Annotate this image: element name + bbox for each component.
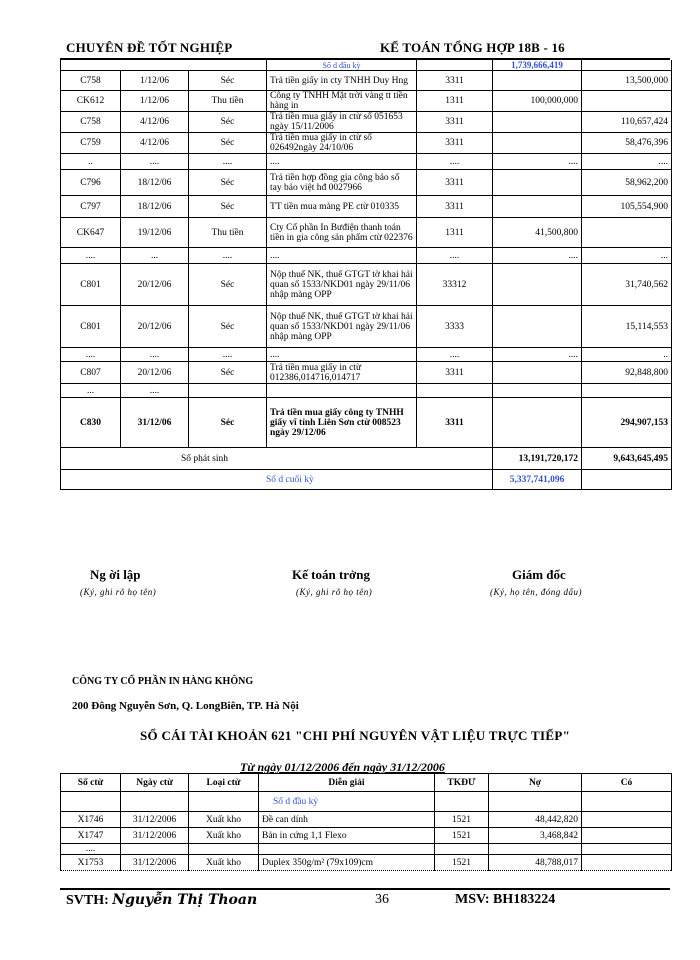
cell-credit: .. <box>582 348 672 362</box>
footer-student <box>66 892 257 909</box>
cell-counter-account: 3311 <box>417 398 493 448</box>
signature-preparer: Ng ời lập <box>90 567 141 582</box>
cell-credit <box>582 844 672 855</box>
cell-debit: 48,442,820 <box>489 812 582 828</box>
footer-student-id: MSV: BH183224 <box>455 892 556 907</box>
closing-debit: 5,337,741,096 <box>493 470 582 490</box>
cell-doc-no: CK647 <box>61 218 121 248</box>
total-label: Số phát sinh <box>61 448 493 470</box>
cell-credit <box>582 91 672 112</box>
cell-counter-account: 3311 <box>417 196 493 218</box>
cell-credit <box>582 384 672 398</box>
signature-chief-accountant-note: (Ký, ghi rõ họ tên) <box>296 587 373 597</box>
cell-counter-account: .... <box>417 248 493 264</box>
ellipsis-row <box>61 248 672 264</box>
cell-counter-account: 1521 <box>435 855 489 871</box>
cell-credit: 15,114,553 <box>582 306 672 348</box>
cell-doc-type: Séc <box>189 112 267 133</box>
cell-doc-date: .... <box>121 348 189 362</box>
cell-doc-no: C801 <box>61 264 121 306</box>
cell-description: TT tiền mua màng PE ctừ 010335 <box>267 196 417 218</box>
cell-debit: 3,468,842 <box>489 828 582 844</box>
cell-doc-type: Xuất kho <box>189 812 259 828</box>
cell-description: Công ty TNHH Mặt trời vàng tt tiền hàng in <box>267 91 417 112</box>
cell-doc-type: Séc <box>189 306 267 348</box>
cell-counter-account <box>417 384 493 398</box>
opening-label: Số d đầu kỳ <box>267 60 417 71</box>
cell-doc-date: .... <box>121 384 189 398</box>
cell-description <box>259 844 435 855</box>
ledger2-row <box>61 855 672 871</box>
cell-doc-no: C830 <box>61 398 121 448</box>
signature-preparer-note: (Ký, ghi rõ họ tên) <box>80 587 157 597</box>
ledger-table-cash <box>60 60 672 490</box>
cell-credit: 13,500,000 <box>582 71 672 91</box>
cell-debit <box>493 71 582 91</box>
opening-balance-row <box>61 60 672 71</box>
cell-counter-account: 3311 <box>417 71 493 91</box>
ledger2-header-row <box>61 774 672 792</box>
cell-credit: 92,848,800 <box>582 362 672 384</box>
signature-director: Giám đốc <box>512 567 566 582</box>
cell-doc-no: C797 <box>61 196 121 218</box>
ledger-row <box>61 264 672 306</box>
footer-page-number: 36 <box>375 892 389 907</box>
cell-counter-account: 3311 <box>417 362 493 384</box>
ledger-title: SỔ CÁI TÀI KHOẢN 621 "CHI PHÍ NGUYÊN VẬT LIỆU TRỰC TIẾP" <box>140 728 571 743</box>
cell-doc-date: 20/12/06 <box>121 264 189 306</box>
cell-credit: 31,740,562 <box>582 264 672 306</box>
signature-chief-accountant: Kế toán trởng <box>292 567 370 582</box>
cell-counter-account: .... <box>417 154 493 170</box>
cell-doc-no: X1746 <box>61 812 121 828</box>
ellipsis-row <box>61 844 672 855</box>
cell-doc-date: ... <box>121 248 189 264</box>
closing-balance-row <box>61 470 672 490</box>
ellipsis-row <box>61 384 672 398</box>
cell-doc-no: C758 <box>61 71 121 91</box>
ledger-row <box>61 133 672 154</box>
cell-credit: .... <box>582 154 672 170</box>
cell-doc-date: 4/12/06 <box>121 112 189 133</box>
ledger-date-range: Từ ngày 01/12/2006 đến ngày 31/12/2006 <box>240 760 445 774</box>
ledger-row <box>61 362 672 384</box>
cell-doc-date <box>121 844 189 855</box>
cell-description: .... <box>267 348 417 362</box>
cell-doc-date: .... <box>121 154 189 170</box>
col-counter-account: TKĐƯ <box>435 774 489 792</box>
ledger-row <box>61 196 672 218</box>
cell-doc-no: C758 <box>61 112 121 133</box>
cell-doc-type: Thu tiền <box>189 91 267 112</box>
cell-doc-type: Séc <box>189 264 267 306</box>
cell-counter-account: 3311 <box>417 133 493 154</box>
cell-counter-account: 1311 <box>417 91 493 112</box>
cell-doc-type <box>189 844 259 855</box>
cell-debit: .... <box>493 248 582 264</box>
cell-description: Trả tiền hợp đồng gia công bảo số tay bảo việt hđ 0027966 <box>267 170 417 196</box>
cell-credit <box>582 812 672 828</box>
cell-debit: .... <box>493 348 582 362</box>
cell-description: Trả tiền mua giấy in ctừ số 026492ngày 24/10/06 <box>267 133 417 154</box>
cell-credit <box>582 855 672 871</box>
cell-counter-account: 3333 <box>417 306 493 348</box>
closing-credit <box>582 470 672 490</box>
ellipsis-row <box>61 348 672 362</box>
cell-credit <box>582 828 672 844</box>
ledger-row <box>61 398 672 448</box>
col-description: Diễn giải <box>259 774 435 792</box>
cell-doc-type: Séc <box>189 398 267 448</box>
cell-credit: 58,476,396 <box>582 133 672 154</box>
cell-counter-account: 3311 <box>417 170 493 196</box>
cell-doc-date: 31/12/2006 <box>121 828 189 844</box>
footer-student-name: Nguyễn Thị Thoan <box>112 892 258 908</box>
cell-description: .... <box>267 248 417 264</box>
cell-doc-type: Séc <box>189 362 267 384</box>
cell-doc-no: .... <box>61 248 121 264</box>
cell-debit <box>493 306 582 348</box>
cell-doc-date: 1/12/06 <box>121 71 189 91</box>
ledger-row <box>61 218 672 248</box>
cell-doc-no: X1753 <box>61 855 121 871</box>
cell-doc-date: 18/12/06 <box>121 170 189 196</box>
total-debit: 13,191,720,172 <box>493 448 582 470</box>
cell-description: .... <box>267 154 417 170</box>
cell-doc-no: .. <box>61 154 121 170</box>
col-debit: Nợ <box>489 774 582 792</box>
cell-debit <box>493 384 582 398</box>
cell-counter-account: 33312 <box>417 264 493 306</box>
cell-doc-date: 20/12/06 <box>121 306 189 348</box>
opening-value: 1,739,666,419 <box>493 60 582 71</box>
cell-debit <box>493 133 582 154</box>
cell-debit <box>493 398 582 448</box>
cell-description: Nộp thuế NK, thuế GTGT tờ khai hải quan số 1533/NKD01 ngày 29/11/06 nhập màng OPP <box>267 306 417 348</box>
cell-doc-type: Xuất kho <box>189 855 259 871</box>
cell-credit: 294,907,153 <box>582 398 672 448</box>
cell-description: Trả tiền mua giấy in ctừ 012386,014716,014717 <box>267 362 417 384</box>
cell-doc-type: .... <box>189 348 267 362</box>
cell-doc-date: 19/12/06 <box>121 218 189 248</box>
cell-doc-type <box>189 384 267 398</box>
cell-credit: ... <box>582 248 672 264</box>
cell-doc-no: .... <box>61 844 121 855</box>
cell-credit: 110,657,424 <box>582 112 672 133</box>
signature-director-note: (Ký, họ tên, đóng dấu) <box>490 587 582 597</box>
ledger-row <box>61 170 672 196</box>
cell-debit <box>493 264 582 306</box>
cell-debit: 100,000,000 <box>493 91 582 112</box>
cell-doc-type: Xuất kho <box>189 828 259 844</box>
header-left: CHUYÊN ĐỀ TỐT NGHIỆP <box>66 40 233 55</box>
cell-doc-date: 4/12/06 <box>121 133 189 154</box>
cell-debit: 41,500,800 <box>493 218 582 248</box>
company-address: 200 Đông Nguyễn Sơn, Q. LongBiên, TP. Hà Nội <box>72 700 299 712</box>
cell-debit <box>493 196 582 218</box>
ledger-row <box>61 306 672 348</box>
cell-counter-account: .... <box>417 348 493 362</box>
cell-description: Trả tiền mua giấy công ty TNHH giấy vĩ tỉnh Liên Sơn ctừ 008523 ngày 29/12/06 <box>267 398 417 448</box>
cell-doc-no: C759 <box>61 133 121 154</box>
cell-description: Nộp thuế NK, thuế GTGT tờ khai hải quan số 1533/NKD01 ngày 29/11/06 nhập màng OPP <box>267 264 417 306</box>
cell-doc-date: 18/12/06 <box>121 196 189 218</box>
cell-counter-account: 1521 <box>435 812 489 828</box>
ledger2-row <box>61 828 672 844</box>
col-doc-no: Số ctừ <box>61 774 121 792</box>
col-doc-type: Loại ctừ <box>189 774 259 792</box>
total-credit: 9,643,645,495 <box>582 448 672 470</box>
cell-credit: 105,554,900 <box>582 196 672 218</box>
cell-description: Đề can dính <box>259 812 435 828</box>
cell-counter-account: 1521 <box>435 828 489 844</box>
cell-description: Trả tiền giấy in cty TNHH Duy Hng <box>267 71 417 91</box>
cell-doc-type: .... <box>189 248 267 264</box>
footer-divider <box>60 888 670 890</box>
cell-doc-type: Séc <box>189 196 267 218</box>
cell-debit <box>493 170 582 196</box>
cell-doc-no: C807 <box>61 362 121 384</box>
cell-doc-date: 31/12/2006 <box>121 855 189 871</box>
cell-counter-account <box>435 844 489 855</box>
col-doc-date: Ngày ctừ <box>121 774 189 792</box>
cell-counter-account: 3311 <box>417 112 493 133</box>
company-name: CÔNG TY CỔ PHẦN IN HÀNG KHÔNG <box>72 676 254 687</box>
cell-doc-date: 1/12/06 <box>121 91 189 112</box>
cell-description: Bản in cứng 1,1 Flexo <box>259 828 435 844</box>
cell-doc-type: Séc <box>189 170 267 196</box>
cell-doc-date: 31/12/2006 <box>121 812 189 828</box>
cell-doc-type: .... <box>189 154 267 170</box>
cell-description: Duplex 350g/m² (79x109)cm <box>259 855 435 871</box>
col-credit: Có <box>582 774 672 792</box>
ledger-row <box>61 91 672 112</box>
cell-doc-type: Thu tiền <box>189 218 267 248</box>
cell-credit <box>582 218 672 248</box>
cell-debit <box>493 362 582 384</box>
cell-doc-no: ... <box>61 384 121 398</box>
ledger2-opening-label: Số d đầu kỳ <box>259 792 435 812</box>
footer-svth-label: SVTH: <box>66 893 109 908</box>
ledger2-row <box>61 812 672 828</box>
closing-label: Số d cuối kỳ <box>61 470 493 490</box>
cell-description: Cty Cổ phần In Bưđiện thanh toán tiền in gia công sản phẩm ctừ 022376 <box>267 218 417 248</box>
ledger-row <box>61 112 672 133</box>
ledger2-opening-row <box>61 792 672 812</box>
cell-counter-account: 1311 <box>417 218 493 248</box>
cell-debit: .... <box>493 154 582 170</box>
ledger-table-621 <box>60 773 672 871</box>
total-row <box>61 448 672 470</box>
cell-doc-no: C801 <box>61 306 121 348</box>
cell-doc-type: Séc <box>189 71 267 91</box>
ledger-row <box>61 71 672 91</box>
cell-description <box>267 384 417 398</box>
cell-debit <box>489 844 582 855</box>
cell-doc-date: 31/12/06 <box>121 398 189 448</box>
ellipsis-row <box>61 154 672 170</box>
cell-doc-no: X1747 <box>61 828 121 844</box>
cell-debit <box>493 112 582 133</box>
cell-doc-no: C796 <box>61 170 121 196</box>
cell-doc-date: 20/12/06 <box>121 362 189 384</box>
cell-doc-no: .... <box>61 348 121 362</box>
cell-doc-type: Séc <box>189 133 267 154</box>
cell-credit: 58,962,200 <box>582 170 672 196</box>
cell-doc-no: CK612 <box>61 91 121 112</box>
cell-debit: 48,788,017 <box>489 855 582 871</box>
cell-description: Trả tiền mua giấy in ctừ số 051653 ngày 15/11/2006 <box>267 112 417 133</box>
header-right: KẾ TOÁN TỔNG HỢP 18B - 16 <box>380 40 565 55</box>
